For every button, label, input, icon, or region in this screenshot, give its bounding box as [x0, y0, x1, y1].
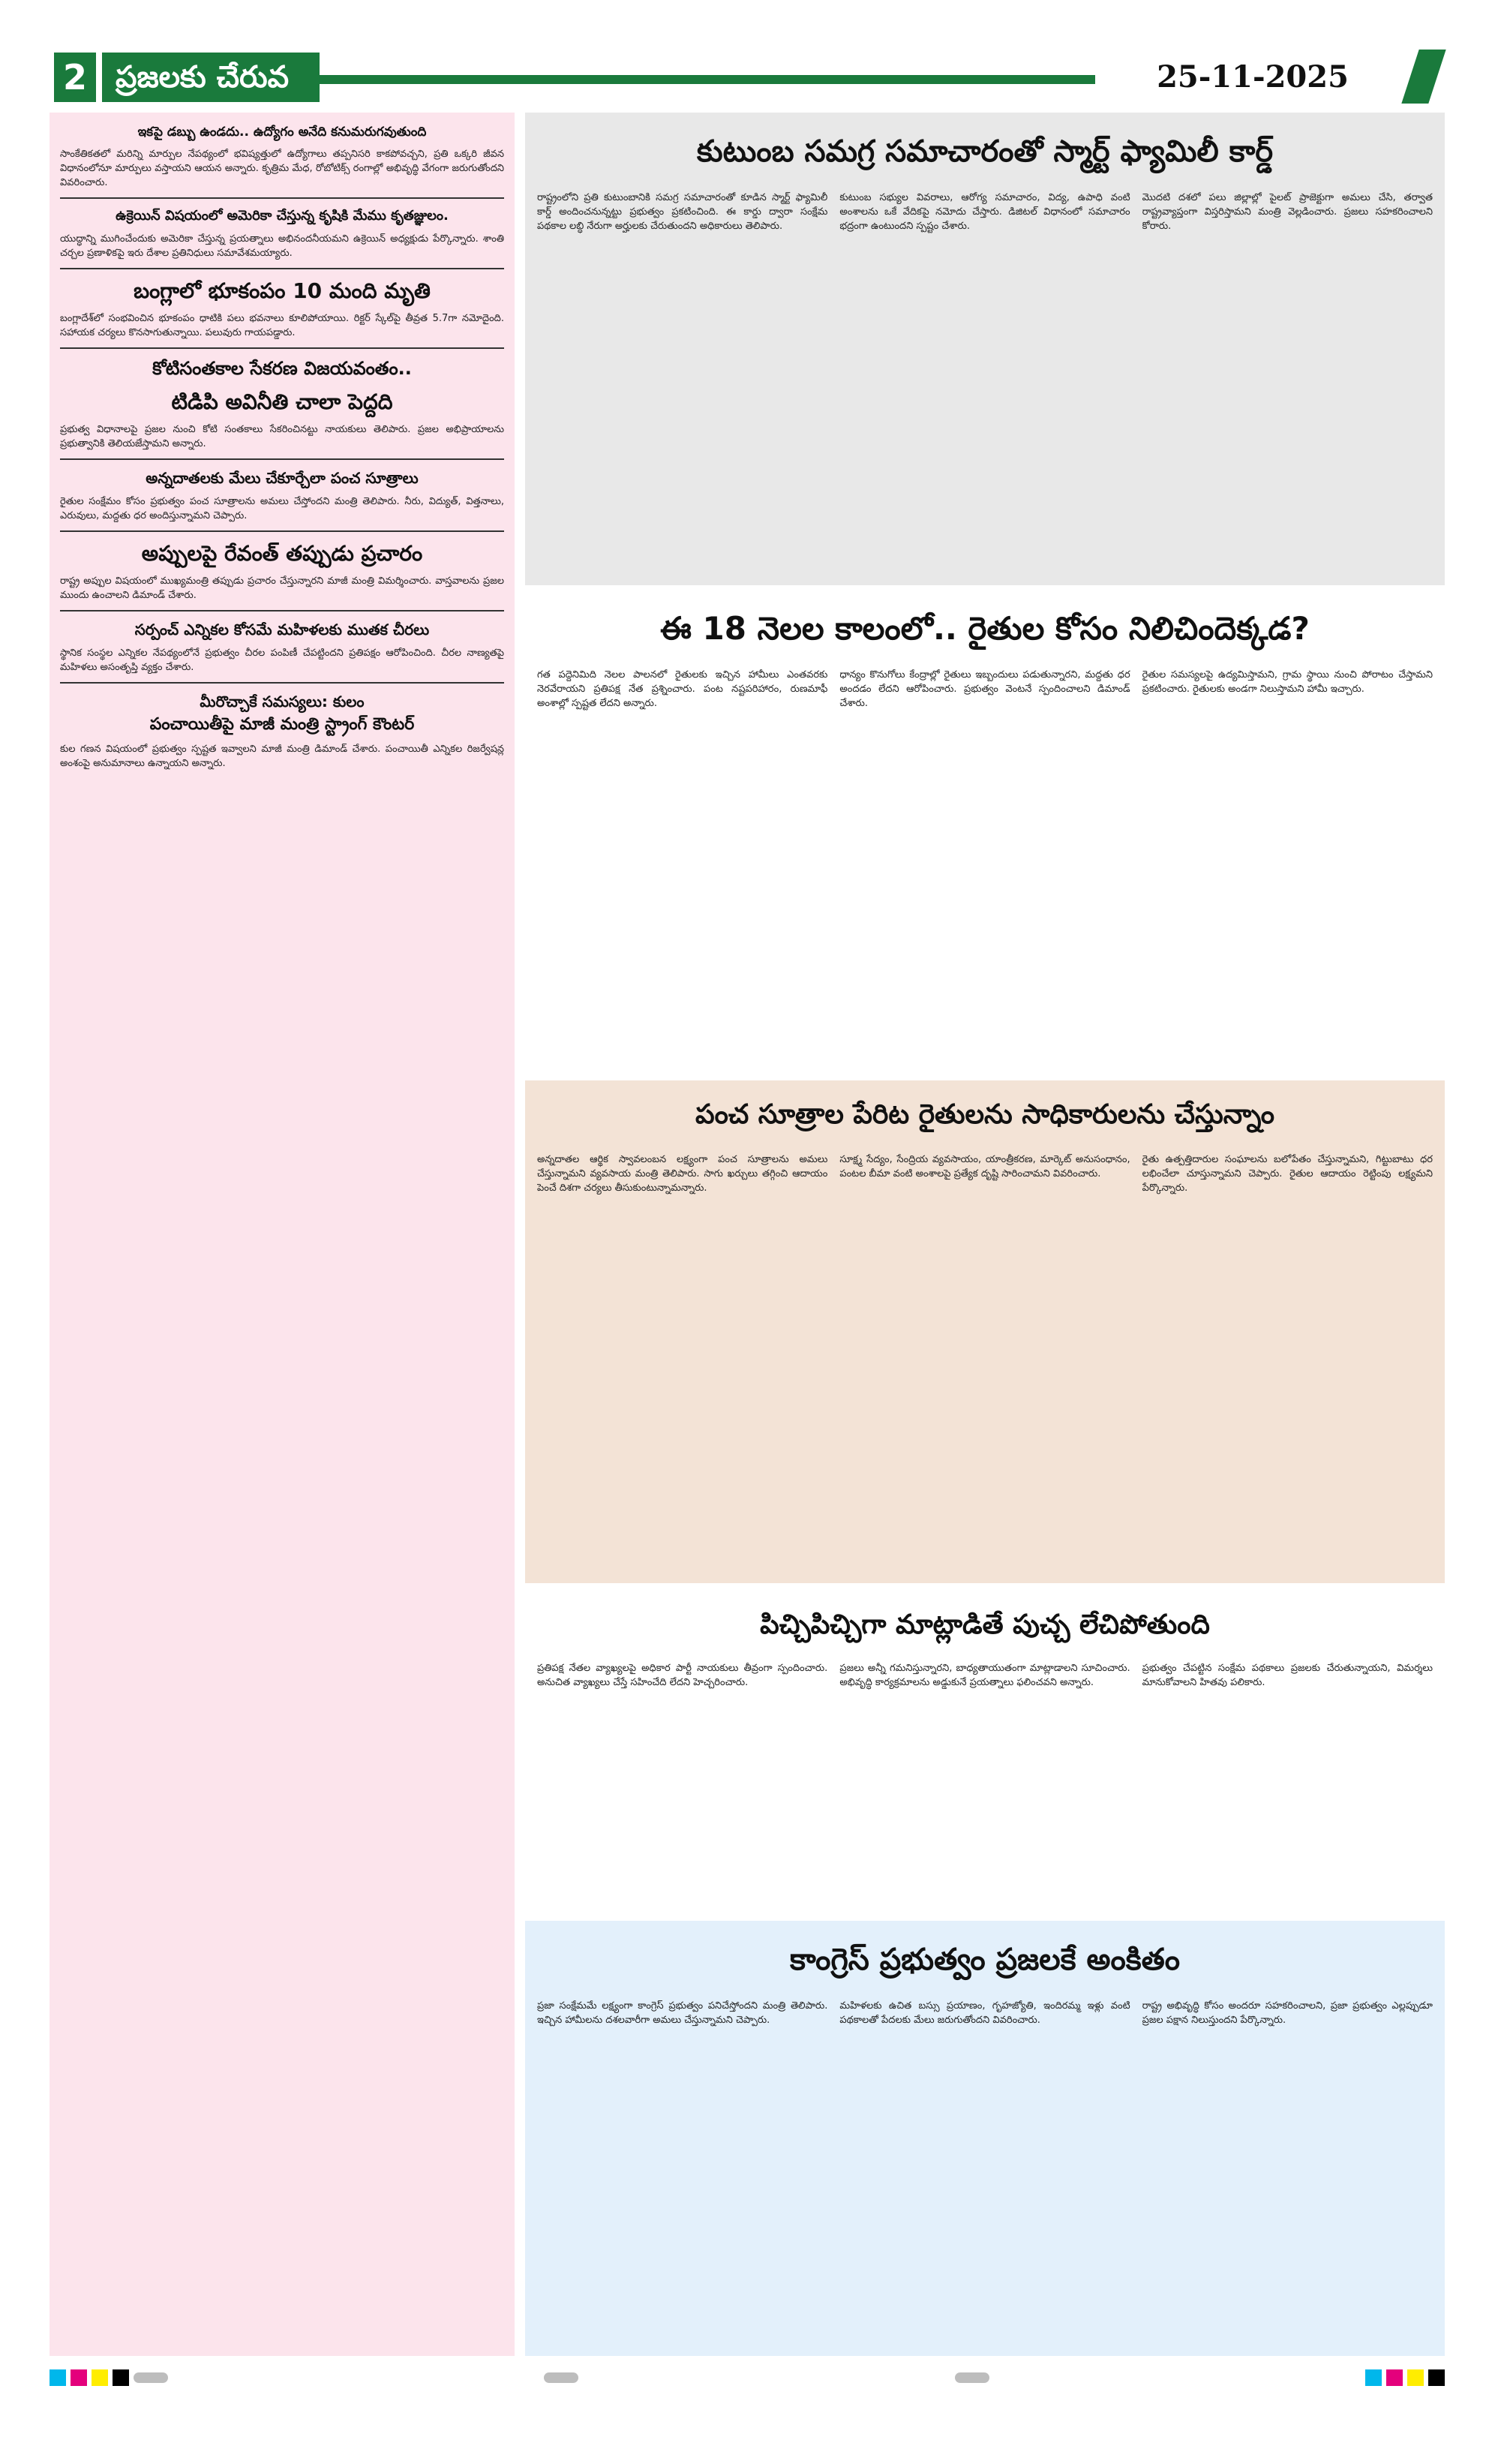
story-headline: కాంగ్రెస్ ప్రభుత్వం ప్రజలకే అంకితం	[789, 1943, 1181, 1977]
story-column: ప్రజా సంక్షేమమే లక్ష్యంగా కాంగ్రెస్ ప్రభుత్వం పనిచేస్తోందని మంత్రి తెలిపారు. ఇచ్చిన హామీలను దశలవారీగా అమలు చేస్తున్నామని చెప్పారు.	[537, 2000, 828, 2026]
masthead-bar	[320, 75, 1130, 84]
story-column: సూక్ష్మ సేద్యం, సేంద్రియ వ్యవసాయం, యాంత్రీకరణ, మార్కెట్ అనుసంధానం, పంటల బీమా వంటి అంశాలపై ప్రత్యేక దృష్టి సారించామని వివరించారు.	[839, 1154, 1130, 1179]
story-headline: ఈ 18 నెలల కాలంలో.. రైతుల కోసం నిలిచిందెక్కడ?	[660, 610, 1310, 647]
story-column: మహిళలకు ఉచిత బస్సు ప్రయాణం, గృహజ్యోతి, ఇందిరమ్మ ఇళ్లు వంటి పథకాలతో పేదలకు మేలు జరుగుతోందని వివరించారు.	[839, 2000, 1130, 2026]
tdp-corruption-heading: టిడిపి అవినీతి చాలా పెద్దది	[171, 389, 393, 414]
caste-body: కుల గణన విషయంలో ప్రభుత్వం స్పష్టత ఇవ్వాలని మాజీ మంత్రి డిమాండ్ చేశారు. పంచాయితీ ఎన్నికల రిజర్వేషన్ల అంశంపై అనుమానాలు ఉన్నాయని అన్నారు.	[60, 744, 504, 769]
farmer-formula-heading: అన్నదాతలకు మేలు చేకూర్చేలా పంచ సూత్రాలు	[146, 469, 419, 487]
story-columns	[537, 191, 1433, 233]
story-column: ప్రతిపక్ష నేతల వ్యాఖ్యలపై అధికార పార్టీ నాయకులు తీవ్రంగా స్పందించారు. అనుచిత వ్యాఖ్యలు చేస్తే సహించేది లేదని హెచ్చరించారు.	[537, 1663, 828, 1688]
divider	[60, 682, 504, 684]
caste-heading-line1: మీరొచ్చాకే సమస్యలు: కులం	[200, 693, 365, 711]
divider	[60, 268, 504, 269]
story-column: మొదటి దశలో పలు జిల్లాల్లో పైలట్ ప్రాజెక్టుగా అమలు చేసి, తర్వాత రాష్ట్రవ్యాప్తంగా విస్తరిస్తామని మంత్రి వెల్లడించారు. ప్రజలు సహకరించాలని కోరారు.	[1142, 192, 1433, 232]
story-farmers-18-months	[525, 593, 1445, 1073]
black-swatch	[113, 2369, 129, 2386]
ukraine-heading: ఉక్రెయిన్ విషయంలో అమెరికా చేస్తున్న కృషికి మేము కృతజ్ఞులం.	[116, 208, 449, 224]
story-columns	[537, 1152, 1433, 1195]
divider	[60, 610, 504, 611]
story-columns	[537, 1661, 1433, 1690]
registration-mark	[544, 2372, 578, 2383]
divider	[60, 458, 504, 460]
magenta-swatch	[71, 2369, 87, 2386]
bangla-quake-heading: బంగ్లాలో భూకంపం 10 మంది మృతి	[134, 278, 431, 303]
signature-campaign-heading: కోటిసంతకాల సేకరణ విజయవంతం..	[152, 358, 412, 379]
registration-mark	[134, 2372, 168, 2383]
debt-campaign-heading: అప్పులపై రేవంత్ తప్పుడు ప్రచారం	[141, 541, 423, 566]
story-column: రైతుల సమస్యలపై ఉద్యమిస్తామని, గ్రామ స్థాయి నుంచి పోరాటం చేస్తామని ప్రకటించారు. రైతులకు అండగా నిలుస్తామని హామీ ఇచ్చారు.	[1142, 669, 1433, 695]
issue-date: 25-11-2025	[1095, 53, 1410, 102]
bangla-quake-body: బంగ్లాదేశ్‌లో సంభవించిన భూకంపం ధాటికి పలు భవనాలు కూలిపోయాయి. రిక్టర్ స్కేల్‌పై తీవ్రత 5.7గా నమోదైంది. సహాయక చర్యలు కొనసాగుతున్నాయి. పలువురు గాయపడ్డారు.	[60, 313, 504, 338]
story-warning-remarks	[525, 1591, 1445, 1913]
yellow-swatch	[1407, 2369, 1424, 2386]
story-headline: పిచ్చిపిచ్చిగా మాట్లాడితే పుచ్చ లేచిపోతుంది	[760, 1609, 1210, 1640]
intro-heading: ఇకపై డబ్బు ఉండదు.. ఉద్యోగం అనేది కనుమరుగవుతుంది	[137, 125, 427, 140]
story-column: అన్నదాతల ఆర్థిక స్వావలంబన లక్ష్యంగా పంచ సూత్రాలను అమలు చేస్తున్నామని వ్యవసాయ మంత్రి తెలిపారు. సాగు ఖర్చులు తగ్గించి ఆదాయం పెంచే దిశగా చర్యలు తీసుకుంటున్నామన్నారు.	[537, 1154, 828, 1194]
story-column: రాష్ట్రంలోని ప్రతి కుటుంబానికి సమగ్ర సమాచారంతో కూడిన స్మార్ట్ ఫ్యామిలీ కార్డ్ అందించనున్నట్టు ప్రభుత్వం ప్రకటించింది. ఈ కార్డు ద్వారా సంక్షేమ పథకాల లబ్ధి నేరుగా అర్హులకు చేరుతుందని అధికారులు తెలిపారు.	[537, 192, 828, 232]
story-column: ప్రభుత్వం చేపట్టిన సంక్షేమ పథకాలు ప్రజలకు చేరుతున్నాయని, విమర్శలు మానుకోవాలని హితవు పలికారు.	[1142, 1663, 1433, 1688]
page-number: 2	[54, 53, 96, 102]
caste-heading-line2: పంచాయితీపై మాజీ మంత్రి స్ట్రాంగ్ కౌంటర్	[149, 715, 415, 734]
tdp-corruption-body: ప్రభుత్వ విధానాలపై ప్రజల నుంచి కోటి సంతకాలు సేకరించినట్టు నాయకులు తెలిపారు. ప్రజల అభిప్రాయాలను ప్రభుత్వానికి తెలియజేస్తామని అన్నారు.	[60, 424, 504, 449]
cyan-swatch	[50, 2369, 66, 2386]
story-columns	[537, 668, 1433, 711]
divider	[60, 530, 504, 532]
story-column: ప్రజలు అన్నీ గమనిస్తున్నారని, బాధ్యతాయుతంగా మాట్లాడాలని సూచించారు. అభివృద్ధి కార్యక్రమాలను అడ్డుకునే ప్రయత్నాలు ఫలించవని అన్నారు.	[839, 1663, 1130, 1688]
divider	[60, 197, 504, 199]
story-column: ధాన్యం కొనుగోలు కేంద్రాల్లో రైతులు ఇబ్బందులు పడుతున్నారని, మద్దతు ధర అందడం లేదని ఆరోపించారు. ప్రభుత్వం వెంటనే స్పందించాలని డిమాండ్ చేశారు.	[839, 669, 1130, 709]
magenta-swatch	[1386, 2369, 1403, 2386]
black-swatch	[1428, 2369, 1445, 2386]
farmer-formula-body: రైతుల సంక్షేమం కోసం ప్రభుత్వం పంచ సూత్రాలను అమలు చేస్తోందని మంత్రి తెలిపారు. నీరు, విద్యుత్, విత్తనాలు, ఎరువులు, మద్దతు ధర అందిస్తున్నామని చెప్పారు.	[60, 496, 504, 521]
divider	[60, 347, 504, 349]
debt-campaign-body: రాష్ట్ర అప్పుల విషయంలో ముఖ్యమంత్రి తప్పుడు ప్రచారం చేస్తున్నారని మాజీ మంత్రి విమర్శించారు. వాస్తవాలను ప్రజల ముందు ఉంచాలని డిమాండ్ చేశారు.	[60, 575, 504, 601]
story-column: కుటుంబ సభ్యుల వివరాలు, ఆరోగ్య సమాచారం, విద్య, ఉపాధి వంటి అంశాలను ఒకే వేదికపై నమోదు చేస్తారు. డిజిటల్ విధానంలో సమాచారం భద్రంగా ఉంటుందని స్పష్టం చేశారు.	[839, 192, 1130, 232]
sarees-heading: సర్పంచ్ ఎన్నికల కోసమే మహిళలకు ముతక చీరలు	[134, 621, 430, 639]
left-news-column	[50, 113, 515, 2356]
story-smart-family-card	[525, 113, 1445, 585]
sarees-body: స్థానిక సంస్థల ఎన్నికల నేపథ్యంలోనే ప్రభుత్వం చీరల పంపిణీ చేపట్టిందని ప్రతిపక్షం ఆరోపించింది. చీరల నాణ్యతపై మహిళలు అసంతృప్తి వ్యక్తం చేశారు.	[60, 648, 504, 673]
story-column: రాష్ట్ర అభివృద్ధి కోసం అందరూ సహకరించాలని, ప్రజా ప్రభుత్వం ఎల్లప్పుడూ ప్రజల పక్షాన నిలుస్తుందని పేర్కొన్నారు.	[1142, 2000, 1433, 2026]
story-headline: కుటుంబ సమగ్ర సమాచారంతో స్మార్ట్ ఫ్యామిలీ కార్డ్	[696, 134, 1274, 169]
intro-body: సాంకేతికతలో మరిన్ని మార్పుల నేపథ్యంలో భవిష్యత్తులో ఉద్యోగాలు తప్పనిసరి కాకపోవచ్చని, ప్రతి ఒక్కరి జీవన విధానంలోనూ మార్పులు వస్తాయని ఆయన అన్నారు. కృత్రిమ మేధ, రోబోటిక్స్ రంగాల్లో అభివృద్ధి వేగంగా జరుగుతోందని వివరించారు.	[60, 149, 504, 188]
story-column: గత పద్దెనిమిది నెలల పాలనలో రైతులకు ఇచ్చిన హామీలు ఎంతవరకు నెరవేరాయని ప్రతిపక్ష నేత ప్రశ్నించారు. పంట నష్టపరిహారం, రుణమాఫీ అంశాల్లో స్పష్టత లేదని అన్నారు.	[537, 669, 828, 709]
story-panch-sutras	[525, 1080, 1445, 1583]
story-headline: పంచ సూత్రాల పేరిట రైతులను సాధికారులను చేస్తున్నాం	[695, 1099, 1275, 1130]
print-color-strip	[50, 2369, 1445, 2386]
story-column: రైతు ఉత్పత్తిదారుల సంఘాలను బలోపేతం చేస్తున్నామని, గిట్టుబాటు ధర లభించేలా చూస్తున్నామని చెప్పారు. రైతుల ఆదాయం రెట్టింపు లక్ష్యమని పేర్కొన్నారు.	[1142, 1154, 1433, 1194]
story-columns	[537, 1999, 1433, 2027]
story-congress-dedicated	[525, 1921, 1445, 2356]
ukraine-body: యుద్ధాన్ని ముగించేందుకు అమెరికా చేస్తున్న ప్రయత్నాలు అభినందనీయమని ఉక్రెయిన్ అధ్యక్షుడు పేర్కొన్నారు. శాంతి చర్చల ప్రణాళికపై ఇరు దేశాల ప్రతినిధులు సమావేశమయ్యారు.	[60, 233, 504, 259]
yellow-swatch	[92, 2369, 108, 2386]
newspaper-name: ప్రజలకు చేరువ	[102, 53, 320, 102]
registration-mark	[955, 2372, 989, 2383]
cyan-swatch	[1365, 2369, 1382, 2386]
